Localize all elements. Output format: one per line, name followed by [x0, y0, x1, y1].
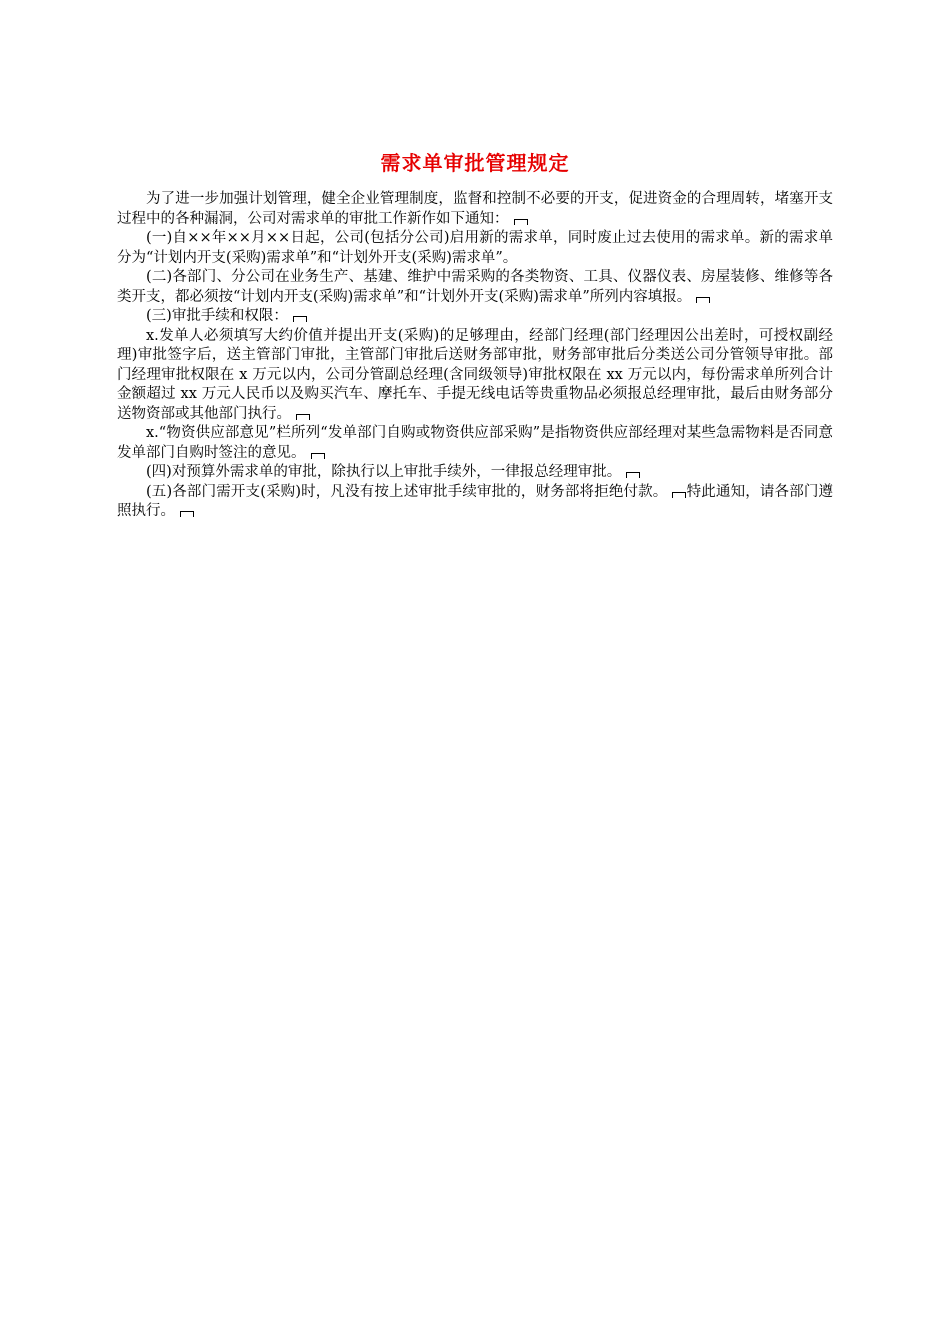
document-page — [117, 148, 833, 522]
document-title: 需求单审批管理规定 — [380, 151, 570, 175]
paragraph-mark-icon — [311, 453, 325, 459]
paragraph-text: (三)审批手续和权限： — [146, 308, 288, 324]
paragraph-item-3-sub-1 — [117, 327, 833, 425]
paragraph-item-2 — [117, 268, 833, 307]
paragraph-mark-icon — [293, 316, 307, 322]
paragraph-mark-icon — [296, 414, 310, 420]
paragraph-item-3 — [117, 307, 833, 327]
paragraph-mark-icon — [696, 297, 710, 303]
paragraph-mark-icon — [672, 492, 686, 498]
paragraph-mark-icon — [514, 219, 528, 225]
paragraph-text: (一)自××年××月××日起，公司(包括分公司)启用新的需求单，同时废止过去使用的需求单。新的需求单分为“计划内开支(采购)需求单”和“计划外开支(采购)需求单”。 — [117, 230, 833, 266]
paragraph-text: x.“物资供应部意见”栏所列“发单部门自购或物资供应部采购”是指物资供应部经理对某些急需物料是否同意发单部门自购时签注的意见。 — [117, 425, 833, 461]
paragraph-item-3-sub-2 — [117, 424, 833, 463]
paragraph-text: (四)对预算外需求单的审批，除执行以上审批手续外，一律报总经理审批。 — [146, 464, 622, 480]
paragraph-text: 为了进一步加强计划管理，健全企业管理制度，监督和控制不必要的开支，促进资金的合理周转，堵塞开支过程中的各种漏洞，公司对需求单的审批工作新作如下通知： — [117, 191, 833, 227]
paragraph-text: (五)各部门需开支(采购)时，凡没有按上述审批手续审批的，财务部将拒绝付款。 — [146, 483, 668, 500]
paragraph-mark-icon — [180, 511, 194, 517]
paragraph-text: (二)各部门、分公司在业务生产、基建、维护中需采购的各类物资、工具、仪器仪表、房屋装修、维修等各类开支，都必须按“计划内开支(采购)需求单”和“计划外开支(采购)需求单”所列内容填报。 — [117, 269, 833, 305]
closing-text: 特此通知，请各部门遵照执行。 — [117, 483, 834, 519]
paragraph-item-5 — [117, 483, 833, 522]
paragraph-text: x.发单人必须填写大约价值并提出开支(采购)的足够理由，经部门经理(部门经理因公出差时，可授权副经理)审批签字后，送主管部门审批，主管部门审批后送财务部审批，财务部审批后分类送公司分管领导审批。部门经理审批权限在 x 万元以内，公司分管副总经理(含同级领导)审批权限在 xx 万元以内，每份需求单所列合计金额超过 xx 万元人民币以及购买汽车、摩托车、手提无线电话等贵重物品必须报总经理审批，最后由财务部分送物资部或其他部门执行。 — [117, 327, 833, 422]
paragraph-mark-icon — [626, 472, 640, 478]
paragraph-item-4 — [117, 463, 833, 483]
paragraph-item-1 — [117, 229, 833, 268]
paragraph-intro — [117, 190, 833, 229]
